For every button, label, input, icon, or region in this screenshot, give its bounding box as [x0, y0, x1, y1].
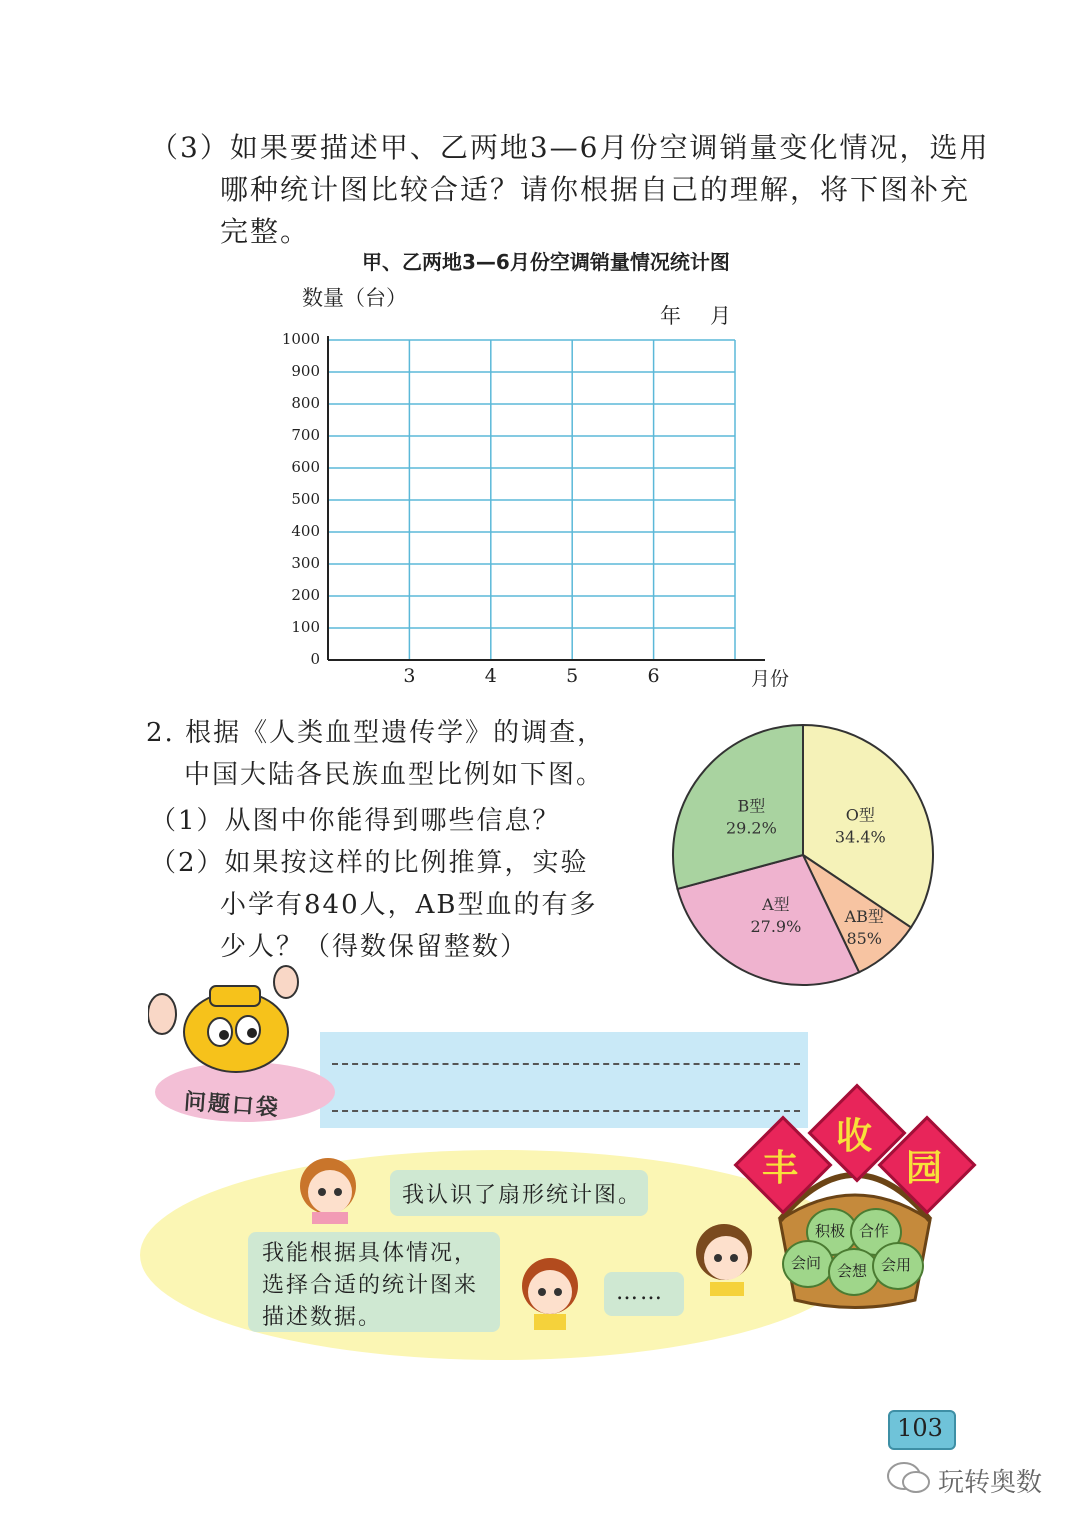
question2-sub2-line3: 少人？（得数保留整数） [220, 932, 529, 962]
harvest-title-char: 园 [905, 1148, 942, 1189]
bubble-girl2-line1: 我能根据具体情况， [262, 1241, 479, 1266]
y-tick-label: 300 [291, 554, 320, 572]
x-axis-label: 月份 [750, 668, 789, 690]
pocket-label: 问题口袋 [183, 1089, 281, 1122]
y-tick-label: 1000 [281, 330, 320, 348]
pie-slice-name: O型 [845, 805, 875, 825]
bubble-boy-text: …… [616, 1280, 664, 1305]
date-label: 年 月 [660, 304, 735, 328]
x-tick-label: 4 [484, 665, 497, 687]
girl-avatar-icon [292, 1152, 372, 1224]
blood-type-pie-chart [660, 712, 950, 1002]
y-tick-label: 200 [291, 586, 320, 604]
x-tick-label: 3 [403, 665, 416, 687]
answer-line-2[interactable] [332, 1110, 800, 1112]
harvest-title-char: 收 [835, 1116, 872, 1157]
pie-slice-name: A型 [762, 895, 790, 915]
wechat-icon [886, 1460, 932, 1496]
harvest-fruit-label: 合作 [858, 1222, 889, 1240]
y-tick-label: 800 [291, 394, 320, 412]
line-chart-grid [0, 0, 1080, 720]
pie-slice-percent: 27.9% [750, 917, 802, 937]
question2-sub2: （2）如果按这样的比例推算，实验 [150, 848, 589, 878]
harvest-fruit-label: 会想 [836, 1262, 867, 1280]
bubble-girl2-line3: 描述数据。 [262, 1305, 383, 1330]
girl2-avatar-icon [510, 1252, 590, 1332]
question2-sub1: （1）从图中你能得到哪些信息？ [150, 806, 561, 836]
y-tick-label: 600 [291, 458, 320, 476]
y-tick-label: 700 [291, 426, 320, 444]
x-tick-label: 5 [566, 665, 579, 687]
harvest-fruit-label: 会用 [880, 1256, 911, 1274]
pot-mascot-icon [148, 962, 318, 1082]
y-axis-label: 数量（台） [302, 286, 407, 310]
pie-slice-percent: 29.2% [725, 818, 777, 838]
harvest-title-char: 丰 [761, 1148, 798, 1189]
harvest-fruit-label: 积极 [814, 1222, 845, 1240]
y-tick-label: 100 [291, 618, 320, 636]
y-tick-label: 900 [291, 362, 320, 380]
question3-line2: 哪种统计图比较合适？请你根据自己的理解，将下图补充 [220, 173, 971, 206]
question3-line3: 完整。 [220, 215, 311, 248]
y-tick-label: 500 [291, 490, 320, 508]
bubble-girl2-line2: 选择合适的统计图来 [262, 1273, 479, 1298]
page-number: 103 [897, 1414, 943, 1442]
pie-slice-name: AB型 [844, 906, 884, 926]
pie-slice-percent: 34.4% [834, 827, 886, 847]
answer-line-1[interactable] [332, 1063, 800, 1065]
question2-line2: 中国大陆各民族血型比例如下图。 [184, 760, 605, 790]
chart-title: 甲、乙两地3—6月份空调销量情况统计图 [362, 250, 730, 274]
question2-sub2-line2: 小学有840人，AB型血的有多 [220, 890, 598, 920]
pie-slice-name: B型 [737, 796, 766, 816]
y-tick-label: 0 [310, 650, 320, 668]
question3-line1: （3）如果要描述甲、乙两地3—6月份空调销量变化情况，选用 [150, 131, 990, 164]
x-tick-label: 6 [647, 665, 660, 687]
answer-band [320, 1032, 808, 1128]
y-tick-label: 400 [291, 522, 320, 540]
bubble-girl1-text: 我认识了扇形统计图。 [402, 1183, 643, 1208]
harvest-fruit-label: 会问 [790, 1254, 821, 1272]
watermark: 玩转奥数 [938, 1468, 1043, 1498]
pie-slice-percent: 85% [846, 928, 883, 948]
question2-line1: 2. 根据《人类血型遗传学》的调查， [146, 718, 606, 748]
